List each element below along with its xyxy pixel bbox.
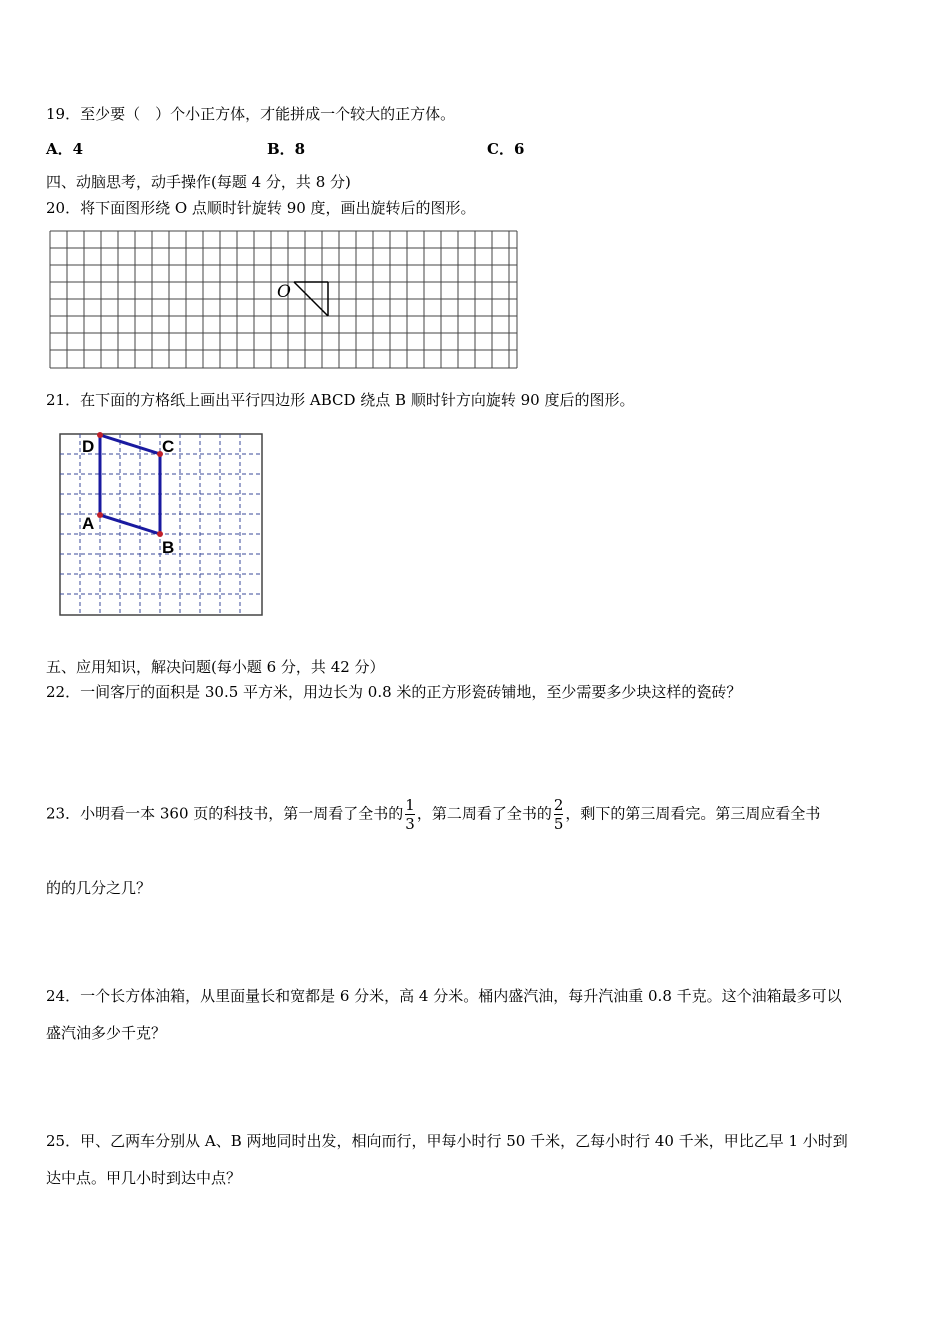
q21-point-d (97, 432, 103, 438)
q23-fraction-2 (554, 796, 564, 833)
q22-stem: 22．一间客厅的面积是 30.5 平方米，用边长为 0.8 米的正方形瓷砖铺地，至少需要多少块这样的瓷砖？ (46, 683, 742, 701)
q21-label-b: B (162, 538, 175, 557)
q21-label-a: A (82, 514, 95, 533)
q23-frac1-den: 3 (405, 815, 415, 833)
q23-frac2-den: 5 (553, 815, 564, 833)
q23-frac2-num: 2 (553, 796, 564, 814)
q23-part3: ，剩下的第三周看完。第三周应看全书 (565, 804, 821, 823)
q20-stem: 20．将下面图形绕 O 点顺时针旋转 90 度，画出旋转后的图形。 (46, 199, 476, 217)
q19-option-b: B．8 (267, 140, 306, 158)
q19-option-a: A．4 (46, 140, 84, 158)
q24-line1: 24．一个长方体油箱，从里面量长和宽都是 6 分米，高 4 分米。桶内盛汽油，每升汽油重 0.8 千克。这个油箱最多可以 (46, 987, 842, 1005)
q21-point-b (157, 531, 163, 537)
q23-fraction-1 (405, 796, 415, 833)
q19-stem: 19．至少要（ ）个小正方体，才能拼成一个较大的正方体。 (46, 105, 456, 123)
q23-line2: 的的几分之几？ (46, 879, 152, 897)
q25-line2: 达中点。甲几小时到达中点？ (46, 1169, 242, 1187)
q21-label-c: C (162, 437, 175, 456)
q21-stem: 21．在下面的方格纸上画出平行四边形 ABCD 绕点 B 顺时针方向旋转 90 度后的图形。 (46, 391, 635, 409)
q20-grid-figure (48, 228, 520, 370)
section5-heading: 五、应用知识，解决问题(每小题 6 分，共 42 分） (46, 658, 385, 676)
q21-label-d: D (82, 437, 95, 456)
q20-point-o-label: O (277, 282, 291, 302)
q23-part1: 23．小明看一本 360 页的科技书，第一周看了全书的 (46, 804, 404, 823)
q21-point-a (97, 512, 103, 518)
q19-option-c: C．6 (487, 140, 525, 158)
q21-parallelogram (100, 435, 160, 534)
q25-line1: 25．甲、乙两车分别从 A、B 两地同时出发，相向而行，甲每小时行 50 千米，乙每小时行 40 千米，甲比乙早 1 小时到 (46, 1132, 848, 1150)
section4-heading: 四、动脑思考，动手操作(每题 4 分，共 8 分) (46, 173, 351, 191)
q21-grid-figure (58, 432, 266, 618)
q23-frac1-num: 1 (405, 796, 415, 814)
q23-part2: ，第二周看了全书的 (416, 804, 552, 823)
q23-line1 (46, 796, 820, 833)
q24-line2: 盛汽油多少千克？ (46, 1024, 167, 1042)
